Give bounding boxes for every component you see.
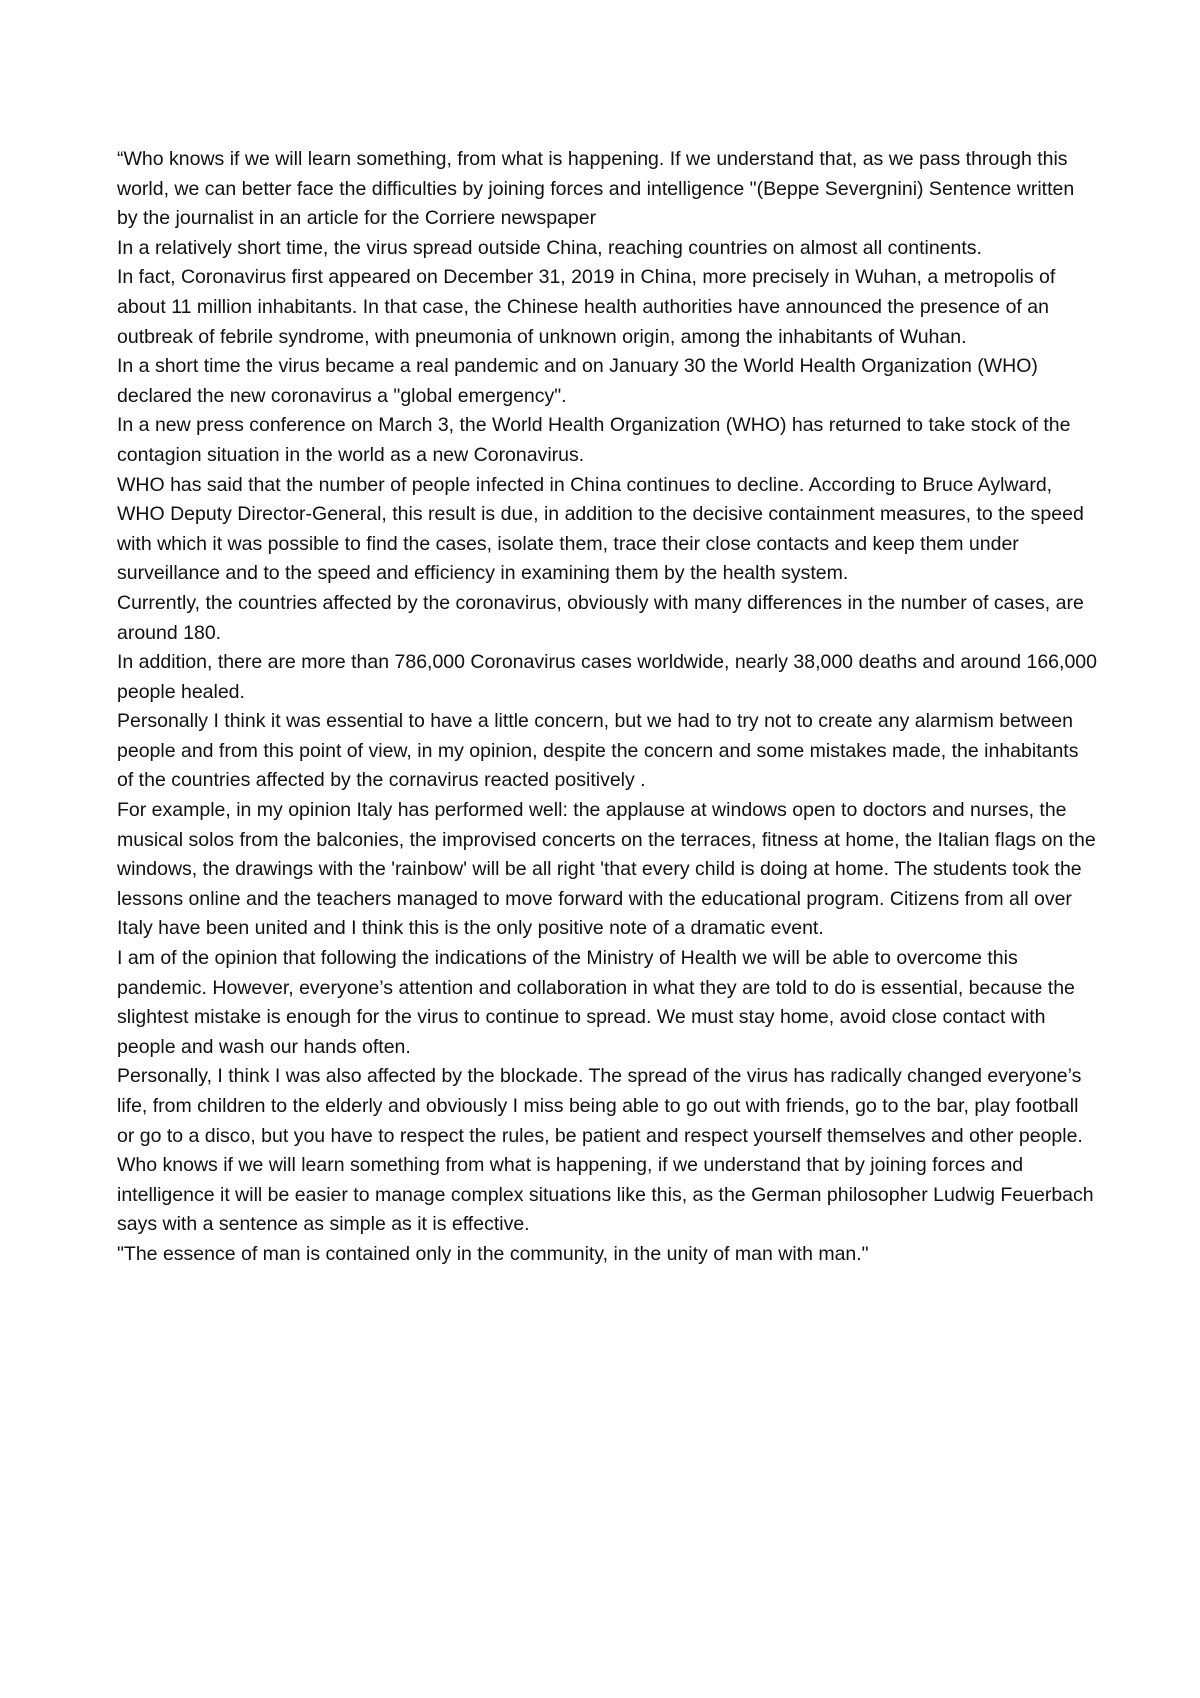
paragraph-pandemic-declared: In a short time the virus became a real pandemic and on January 30 the World Health Organization (WHO) declared the new coronavirus a "global emergency".: [117, 355, 1038, 407]
paragraph-personal-blockade: Personally, I think I was also affected by the blockade. The spread of the virus has radically changed everyone’s life, from children to the elderly and obviously I miss being able to go out with friends, go to the bar, play football or go to a disco, but you have to respect the rules, be patient and respect yourself themselves and other people.: [117, 1065, 1083, 1147]
paragraph-quote-severgnini: “Who knows if we will learn something, from what is happening. If we understand that, as we pass through this world, we can better face the difficulties by joining forces and intelligence "(Beppe Severgnini) Sentence written by the journalist in an article for the Corriere newspaper: [117, 148, 1075, 230]
document-body: [117, 145, 1097, 1270]
paragraph-conclusion: Who knows if we will learn something from what is happening, if we understand that by joining forces and intelligence it will be easier to manage complex situations like this, as the German philosopher Ludwig Feuerbach says with a sentence as simple as it is effective.: [117, 1154, 1094, 1236]
paragraph-origin-wuhan: In fact, Coronavirus first appeared on December 31, 2019 in China, more precisely in Wuhan, a metropolis of about 11 million inhabitants. In that case, the Chinese health authorities have announced the presence of an outbreak of febrile syndrome, with pneumonia of unknown origin, among the inhabitants of Wuhan.: [117, 266, 1056, 348]
paragraph-personal-concern: Personally I think it was essential to have a little concern, but we had to try not to create any alarmism between people and from this point of view, in my opinion, despite the concern and some mistakes made, the inhabitants of the countries affected by the cornavirus reacted positively .: [117, 710, 1079, 792]
paragraph-press-conference: In a new press conference on March 3, the World Health Organization (WHO) has returned to take stock of the contagion situation in the world as a new Coronavirus.: [117, 414, 1071, 466]
paragraph-feuerbach-quote: "The essence of man is contained only in the community, in the unity of man with man.": [117, 1242, 869, 1265]
paragraph-who-statement: WHO has said that the number of people infected in China continues to decline. According to Bruce Aylward, WHO Deputy Director-General, this result is due, in addition to the decisive containment measures, to the speed with which it was possible to find the cases, isolate them, trace their close contacts and keep them under surveillance and to the speed and efficiency in examining them by the health system.: [117, 473, 1084, 585]
paragraph-affected-countries: Currently, the countries affected by the coronavirus, obviously with many differences in the number of cases, are around 180.: [117, 591, 1084, 644]
paragraph-case-statistics: In addition, there are more than 786,000 Coronavirus cases worldwide, nearly 38,000 deaths and around 166,000 people healed.: [117, 651, 1097, 703]
paragraph-italy-example: For example, in my opinion Italy has performed well: the applause at windows open to doctors and nurses, the musical solos from the balconies, the improvised concerts on the terraces, fitness at home, the Italian flags on the windows, the drawings with the 'rainbow' will be all right 'that every child is doing at home. The students took the lessons online and the teachers managed to move forward with the educational program. Citizens from all over Italy have been united and I think this is the only positive note of a dramatic event.: [117, 799, 1096, 940]
paragraph-ministry-opinion: I am of the opinion that following the indications of the Ministry of Health we will be able to overcome this pandemic. However, everyone’s attention and collaboration in what they are told to do is essential, because the slightest mistake is enough for the virus to continue to spread. We must stay home, avoid close contact with people and wash our hands often.: [117, 947, 1075, 1058]
paragraph-virus-spread: In a relatively short time, the virus spread outside China, reaching countries on almost all continents.: [117, 236, 982, 259]
